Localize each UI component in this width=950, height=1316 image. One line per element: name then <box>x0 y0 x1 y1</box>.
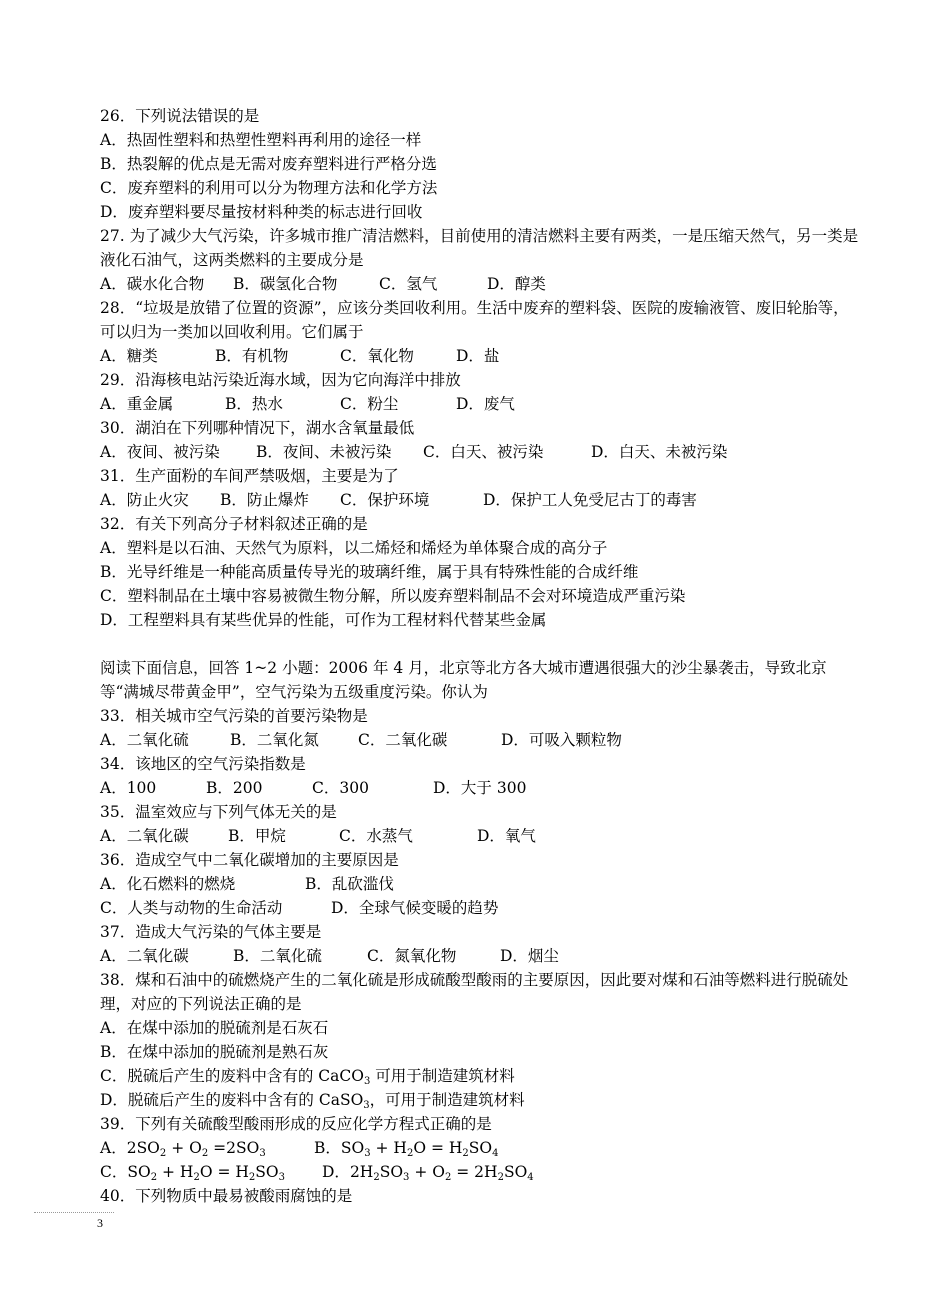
q38-option-a: A．在煤中添加的脱硫剂是石灰石 <box>100 1019 329 1037</box>
q36-options-cd <box>100 896 860 920</box>
q33-option-c: C．二氧化碳 <box>358 731 448 749</box>
q34-option-d: D．大于 300 <box>433 779 527 797</box>
q32-option-a: A．塑料是以石油、天然气为原料，以二烯烃和烯烃为单体聚合成的高分子 <box>100 539 608 557</box>
q28-option-c: C．氧化物 <box>340 347 414 365</box>
q27-option-c: C．氢气 <box>379 275 438 293</box>
q27-option-b: B．碳氢化合物 <box>233 275 338 293</box>
q31-options <box>100 488 860 512</box>
q27-stem: 27. 为了减少大气污染，许多城市推广清洁燃料，目前使用的清洁燃料主要有两类，一是压缩天然气，另一类是液化石油气，这两类燃料的主要成分是 <box>100 227 859 269</box>
q29-options <box>100 392 860 416</box>
q34-options <box>100 776 860 800</box>
q29-option-a: A．重金属 <box>100 395 174 413</box>
q39-option-b: B．$SO_3 + H_2O = H_2SO_4$ <box>314 1139 499 1159</box>
q37-option-a: A．二氧化碳 <box>100 947 189 965</box>
q35-stem: 35．温室效应与下列气体无关的是 <box>100 803 337 821</box>
q36-option-a: A．化石燃料的燃烧 <box>100 875 236 893</box>
q31-option-b: B．防止爆炸 <box>220 491 309 509</box>
q33-stem: 33．相关城市空气污染的首要污染物是 <box>100 707 368 725</box>
q26-option-c: C．废弃塑料的利用可以分为物理方法和化学方法 <box>100 179 438 197</box>
q39-option-c: C．$SO_2 + H_2O = H_2SO_3$ <box>100 1163 285 1183</box>
q26-option-d: D．废弃塑料要尽量按材料种类的标志进行回收 <box>100 203 423 221</box>
q36-options-ab <box>100 872 860 896</box>
q33-option-d: D．可吸入颗粒物 <box>501 731 622 749</box>
footer-divider <box>34 1212 114 1213</box>
q39-stem: 39．下列有关硫酸型酸雨形成的反应化学方程式正确的是 <box>100 1115 492 1133</box>
q32-option-b: B．光导纤维是一种能高质量传导光的玻璃纤维，属于具有特殊性能的合成纤维 <box>100 563 639 581</box>
q27-option-a: A．碳水化合物 <box>100 275 205 293</box>
q39-options-cd <box>100 1160 860 1184</box>
q33-option-b: B．二氧化氮 <box>230 731 319 749</box>
q26-option-b: B．热裂解的优点是无需对废弃塑料进行严格分选 <box>100 155 437 173</box>
q31-option-a: A．防止火灾 <box>100 491 189 509</box>
q30-options <box>100 440 860 464</box>
q39-option-d: D．$2H_2SO_3 + O_2 = 2H_2SO_4$ <box>322 1163 534 1183</box>
q26-stem: 26．下列说法错误的是 <box>100 107 260 125</box>
q35-option-d: D．氧气 <box>477 827 536 845</box>
q37-option-c: C．氮氧化物 <box>367 947 457 965</box>
q40-stem: 40．下列物质中最易被酸雨腐蚀的是 <box>100 1187 353 1205</box>
q36-stem: 36．造成空气中二氧化碳增加的主要原因是 <box>100 851 399 869</box>
q29-option-d: D．废气 <box>456 395 515 413</box>
page-number: 3 <box>97 1216 103 1230</box>
q39-option-a: A．$2SO_2 + O_2 =2SO_3$ <box>100 1139 266 1159</box>
q37-option-d: D．烟尘 <box>500 947 559 965</box>
q36-option-d: D．全球气候变暖的趋势 <box>331 899 499 917</box>
q29-option-c: C．粉尘 <box>340 395 399 413</box>
q32-stem: 32．有关下列高分子材料叙述正确的是 <box>100 515 368 533</box>
q28-option-d: D．盐 <box>456 347 500 365</box>
q26-option-a: A．热固性塑料和热塑性塑料再利用的途径一样 <box>100 131 422 149</box>
q32-option-d: D．工程塑料具有某些优异的性能，可作为工程材料代替某些金属 <box>100 611 547 629</box>
blank-line <box>100 632 860 656</box>
q31-stem: 31．生产面粉的车间严禁吸烟，主要是为了 <box>100 467 399 485</box>
q30-option-a: A．夜间、被污染 <box>100 443 220 461</box>
question-page <box>100 104 860 1208</box>
q28-option-b: B．有机物 <box>215 347 289 365</box>
q38-stem: 38．煤和石油中的硫燃烧产生的二氧化硫是形成硫酸型酸雨的主要原因，因此要对煤和石油等燃料进行脱硫处理，对应的下列说法正确的是 <box>100 971 849 1013</box>
q38-option-c: C．脱硫后产生的废料中含有的 CaCO$_3$ 可用于制造建筑材料 <box>100 1067 515 1087</box>
q29-option-b: B．热水 <box>225 395 283 413</box>
q30-stem: 30．湖泊在下列哪种情况下，湖水含氧量最低 <box>100 419 415 437</box>
q35-option-c: C．水蒸气 <box>339 827 413 845</box>
q30-option-d: D．白天、未被污染 <box>591 443 728 461</box>
q34-option-a: A．100 <box>100 779 157 797</box>
q37-stem: 37．造成大气污染的气体主要是 <box>100 923 322 941</box>
q36-option-b: B．乱砍滥伐 <box>305 875 394 893</box>
q34-option-c: C．300 <box>312 779 369 797</box>
q28-option-a: A．糖类 <box>100 347 158 365</box>
q27-options <box>100 272 860 296</box>
q33-options <box>100 728 860 752</box>
q31-option-c: C．保护环境 <box>340 491 430 509</box>
q28-stem: 28．“垃圾是放错了位置的资源”，应该分类回收利用。生活中废弃的塑料袋、医院的废输液管、废旧轮胎等，可以归为一类加以回收利用。它们属于 <box>100 299 849 341</box>
q33-option-a: A．二氧化硫 <box>100 731 189 749</box>
q30-option-b: B．夜间、未被污染 <box>256 443 392 461</box>
q35-options <box>100 824 860 848</box>
q32-option-c: C．塑料制品在土壤中容易被微生物分解，所以废弃塑料制品不会对环境造成严重污染 <box>100 587 686 605</box>
q35-option-b: B．甲烷 <box>228 827 286 845</box>
q34-option-b: B．200 <box>206 779 263 797</box>
q37-option-b: B．二氧化硫 <box>233 947 322 965</box>
q39-options-ab <box>100 1136 860 1160</box>
q34-stem: 34．该地区的空气污染指数是 <box>100 755 306 773</box>
q35-option-a: A．二氧化碳 <box>100 827 189 845</box>
reading-passage: 阅读下面信息，回答 1~2 小题：2006 年 4 月，北京等北方各大城市遭遇很强大的沙尘暴袭击，导致北京等“满城尽带黄金甲”，空气污染为五级重度污染。你认为 <box>100 659 827 701</box>
q38-option-d: D．脱硫后产生的废料中含有的 CaSO$_3$，可用于制造建筑材料 <box>100 1091 525 1111</box>
q37-options <box>100 944 860 968</box>
q27-option-d: D．醇类 <box>487 275 546 293</box>
q30-option-c: C．白天、被污染 <box>423 443 544 461</box>
q31-option-d: D．保护工人免受尼古丁的毒害 <box>483 491 697 509</box>
q29-stem: 29．沿海核电站污染近海水域，因为它向海洋中排放 <box>100 371 461 389</box>
q38-option-b: B．在煤中添加的脱硫剂是熟石灰 <box>100 1043 329 1061</box>
q28-options <box>100 344 860 368</box>
q36-option-c: C．人类与动物的生命活动 <box>100 899 283 917</box>
